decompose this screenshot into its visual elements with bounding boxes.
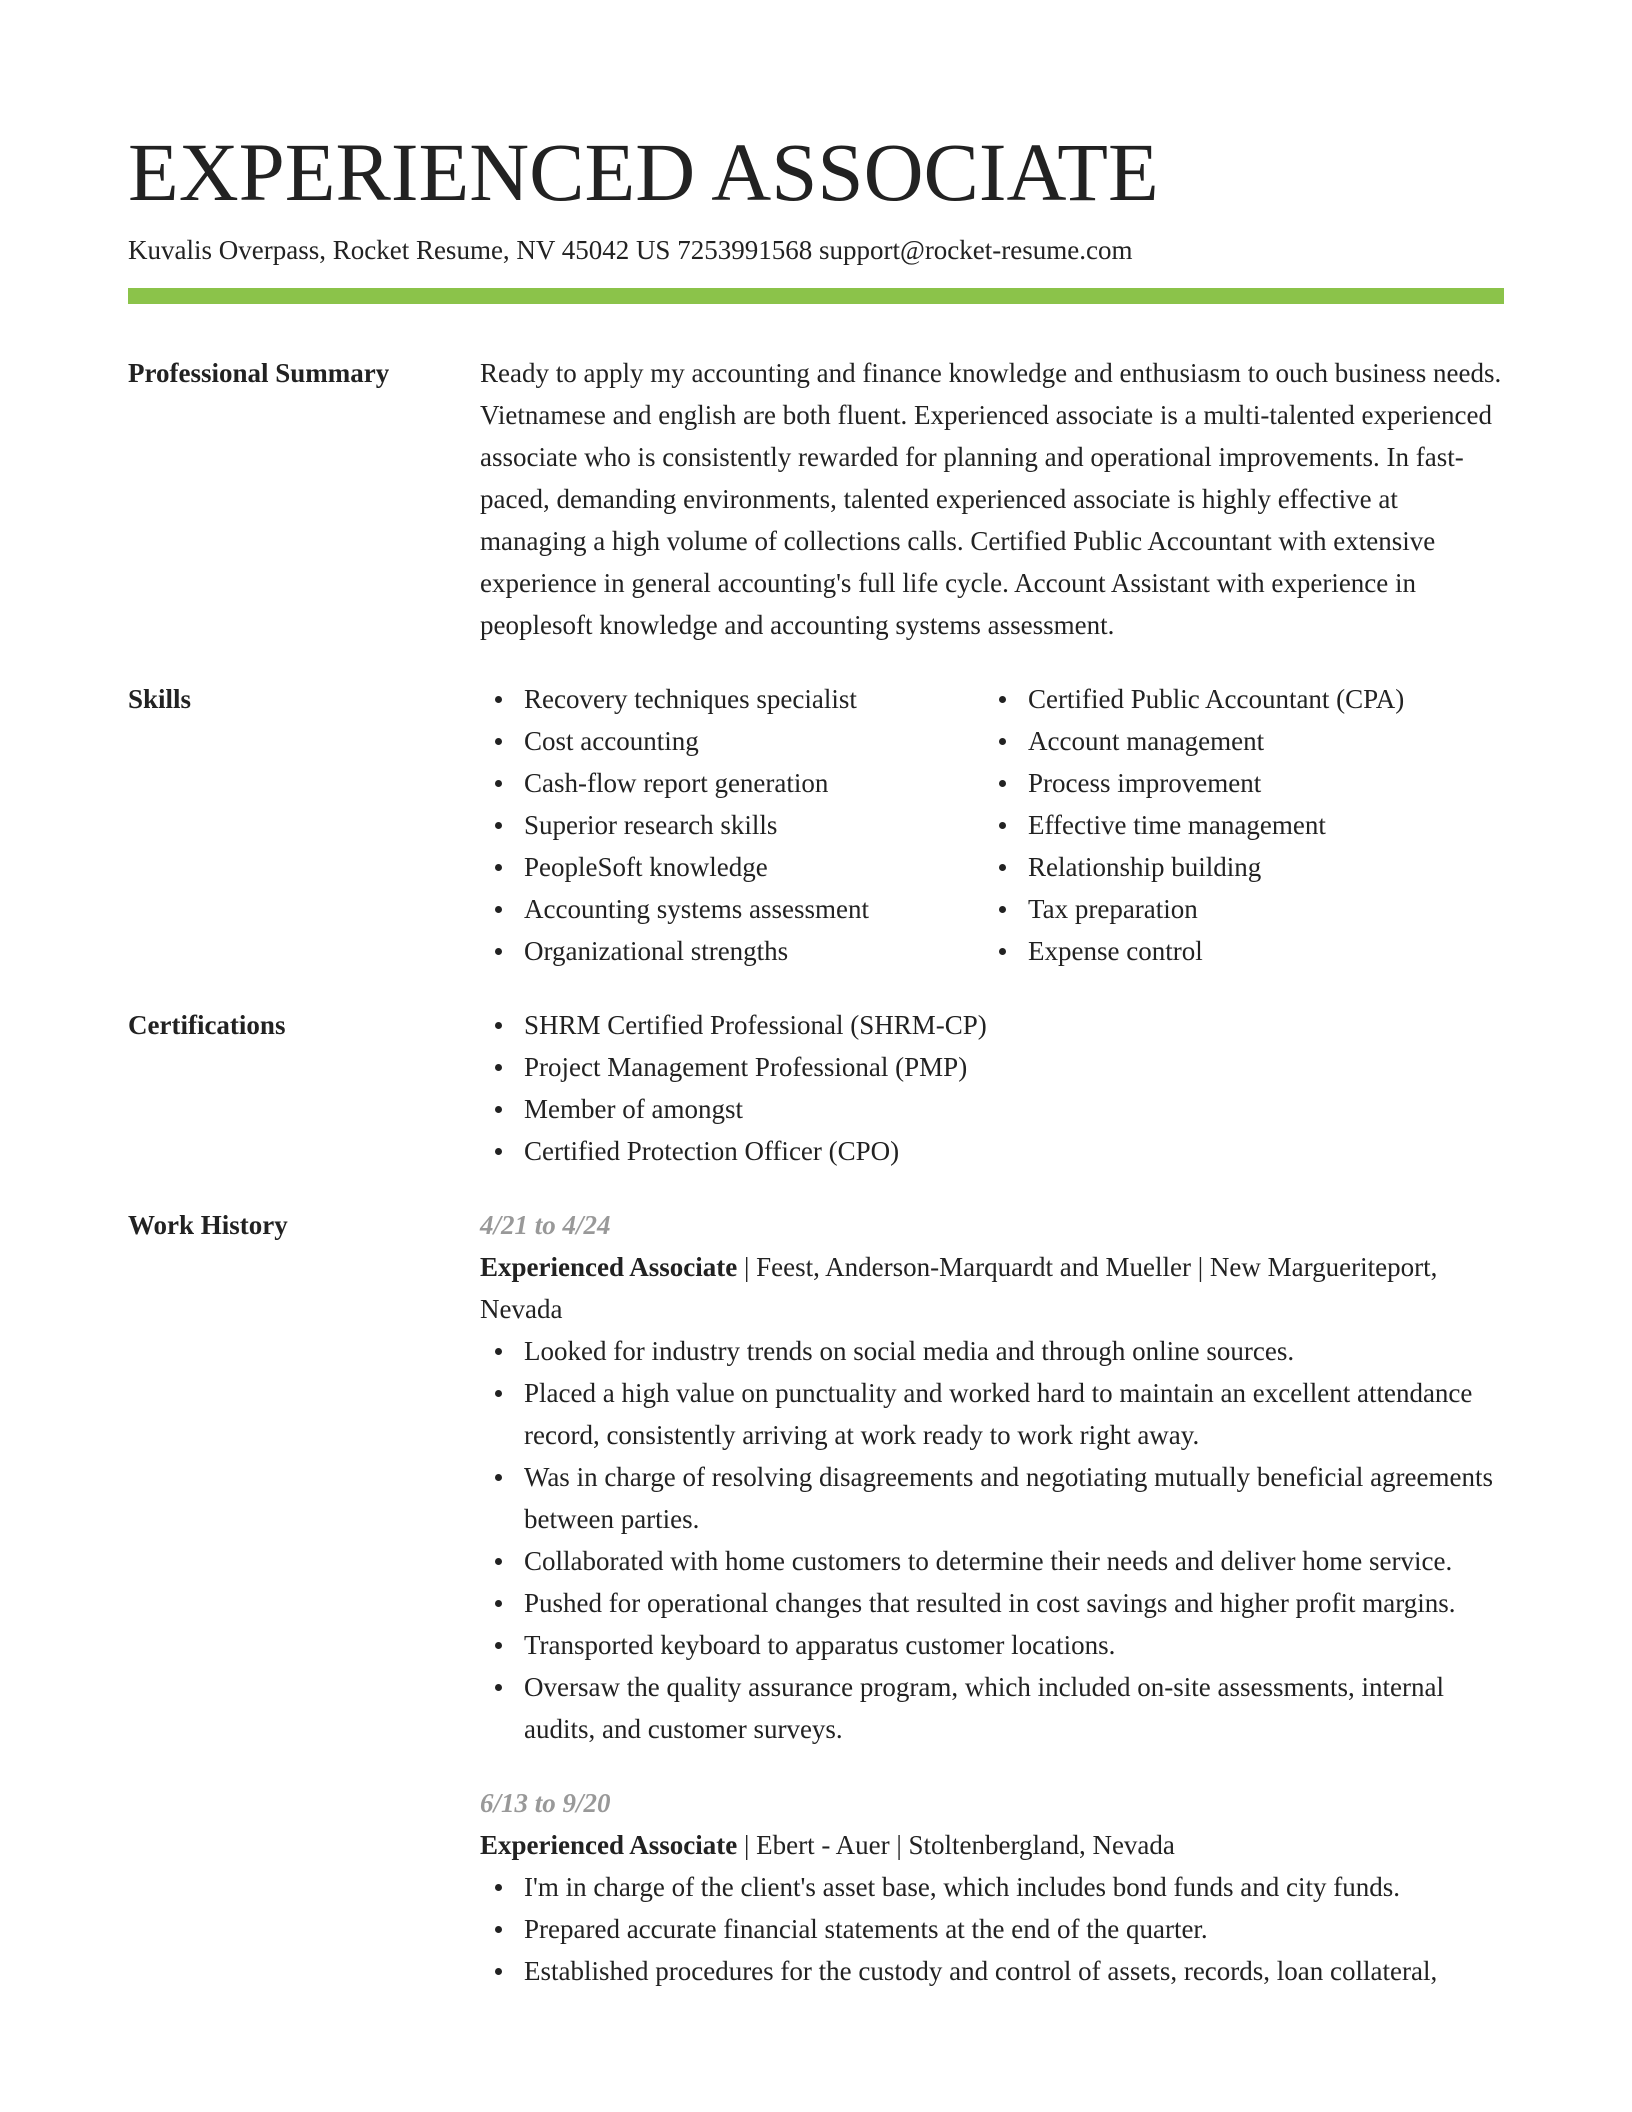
job-entry: [480, 1204, 1504, 1750]
job-bullet: Placed a high value on punctuality and worked hard to maintain an excellent attendance record, consistently arriving at work ready to work right away.: [480, 1372, 1504, 1456]
skill-item: Expense control: [984, 930, 1504, 972]
work-history-heading: Work History: [128, 1210, 288, 1240]
job-bullet: I'm in charge of the client's asset base, which includes bond funds and city funds.: [480, 1866, 1504, 1908]
work-history-section: [128, 1204, 1504, 2024]
certifications-heading: Certifications: [128, 1010, 286, 1040]
skill-item: Cost accounting: [480, 720, 984, 762]
skills-list: [480, 678, 1504, 972]
job-responsibilities: [480, 1330, 1504, 1750]
skill-item: Recovery techniques specialist: [480, 678, 984, 720]
job-header: [480, 1824, 1504, 1866]
job-entry: [480, 1782, 1504, 1992]
skill-item: Superior research skills: [480, 804, 984, 846]
job-bullet: Oversaw the quality assurance program, which included on-site assessments, internal audits, and customer surveys.: [480, 1666, 1504, 1750]
skill-item: Effective time management: [984, 804, 1504, 846]
skills-column-2: [984, 678, 1504, 972]
skill-item: Account management: [984, 720, 1504, 762]
skills-heading: Skills: [128, 684, 192, 714]
skills-column-1: [480, 678, 984, 972]
job-company-location: | Feest, Anderson-Marquardt and Mueller | New Margueriteport, Nevada: [480, 1252, 1438, 1324]
certification-item: Certified Protection Officer (CPO): [480, 1130, 1504, 1172]
certification-item: Member of amongst: [480, 1088, 1504, 1130]
job-bullet: Prepared accurate financial statements at the end of the quarter.: [480, 1908, 1504, 1950]
job-header: [480, 1246, 1504, 1330]
skill-item: Tax preparation: [984, 888, 1504, 930]
skill-item: Cash-flow report generation: [480, 762, 984, 804]
summary-section: [128, 352, 1504, 646]
skill-item: Accounting systems assessment: [480, 888, 984, 930]
resume-page: [128, 126, 1504, 2024]
summary-text: Ready to apply my accounting and finance knowledge and enthusiasm to ouch business needs. Vietnamese and english are both fluent. Experienced associate is a multi-talented experienced associate who is consistently rewarded for planning and operational improvements. In fast-paced, demanding environments, talented experienced associate is highly effective at managing a high volume of collections calls. Certified Public Accountant with extensive experience in general accounting's full life cycle. Account Assistant with experience in peoplesoft knowledge and accounting systems assessment.: [480, 358, 1502, 640]
job-bullet: Looked for industry trends on social media and through online sources.: [480, 1330, 1504, 1372]
header-divider: [128, 288, 1504, 304]
job-dates: 6/13 to 9/20: [480, 1788, 611, 1818]
summary-heading: Professional Summary: [128, 358, 390, 388]
job-bullet: Established procedures for the custody and control of assets, records, loan collateral,: [480, 1950, 1504, 1992]
certifications-section: [128, 1004, 1504, 1172]
skill-item: Process improvement: [984, 762, 1504, 804]
contact-info: Kuvalis Overpass, Rocket Resume, NV 45042 US 7253991568 support@rocket-resume.com: [128, 235, 1133, 265]
job-bullet: Pushed for operational changes that resulted in cost savings and higher profit margins.: [480, 1582, 1504, 1624]
job-bullet: Was in charge of resolving disagreements and negotiating mutually beneficial agreements between parties.: [480, 1456, 1504, 1540]
candidate-name: EXPERIENCED ASSOCIATE: [128, 126, 1159, 218]
certifications-body: [480, 1004, 1504, 1172]
skill-item: Certified Public Accountant (CPA): [984, 678, 1504, 720]
job-title: Experienced Associate: [480, 1252, 738, 1282]
job-title: Experienced Associate: [480, 1830, 738, 1860]
job-bullet: Collaborated with home customers to determine their needs and deliver home service.: [480, 1540, 1504, 1582]
job-company-location: | Ebert - Auer | Stoltenbergland, Nevada: [737, 1830, 1175, 1860]
skill-item: Organizational strengths: [480, 930, 984, 972]
certification-item: SHRM Certified Professional (SHRM-CP): [480, 1004, 1504, 1046]
certifications-list: [480, 1004, 1504, 1172]
job-bullet: Transported keyboard to apparatus customer locations.: [480, 1624, 1504, 1666]
work-history-body: [480, 1204, 1504, 2024]
certification-item: Project Management Professional (PMP): [480, 1046, 1504, 1088]
skill-item: Relationship building: [984, 846, 1504, 888]
job-dates: 4/21 to 4/24: [480, 1210, 611, 1240]
skill-item: PeopleSoft knowledge: [480, 846, 984, 888]
skills-section: [128, 678, 1504, 972]
job-responsibilities: [480, 1866, 1504, 1992]
